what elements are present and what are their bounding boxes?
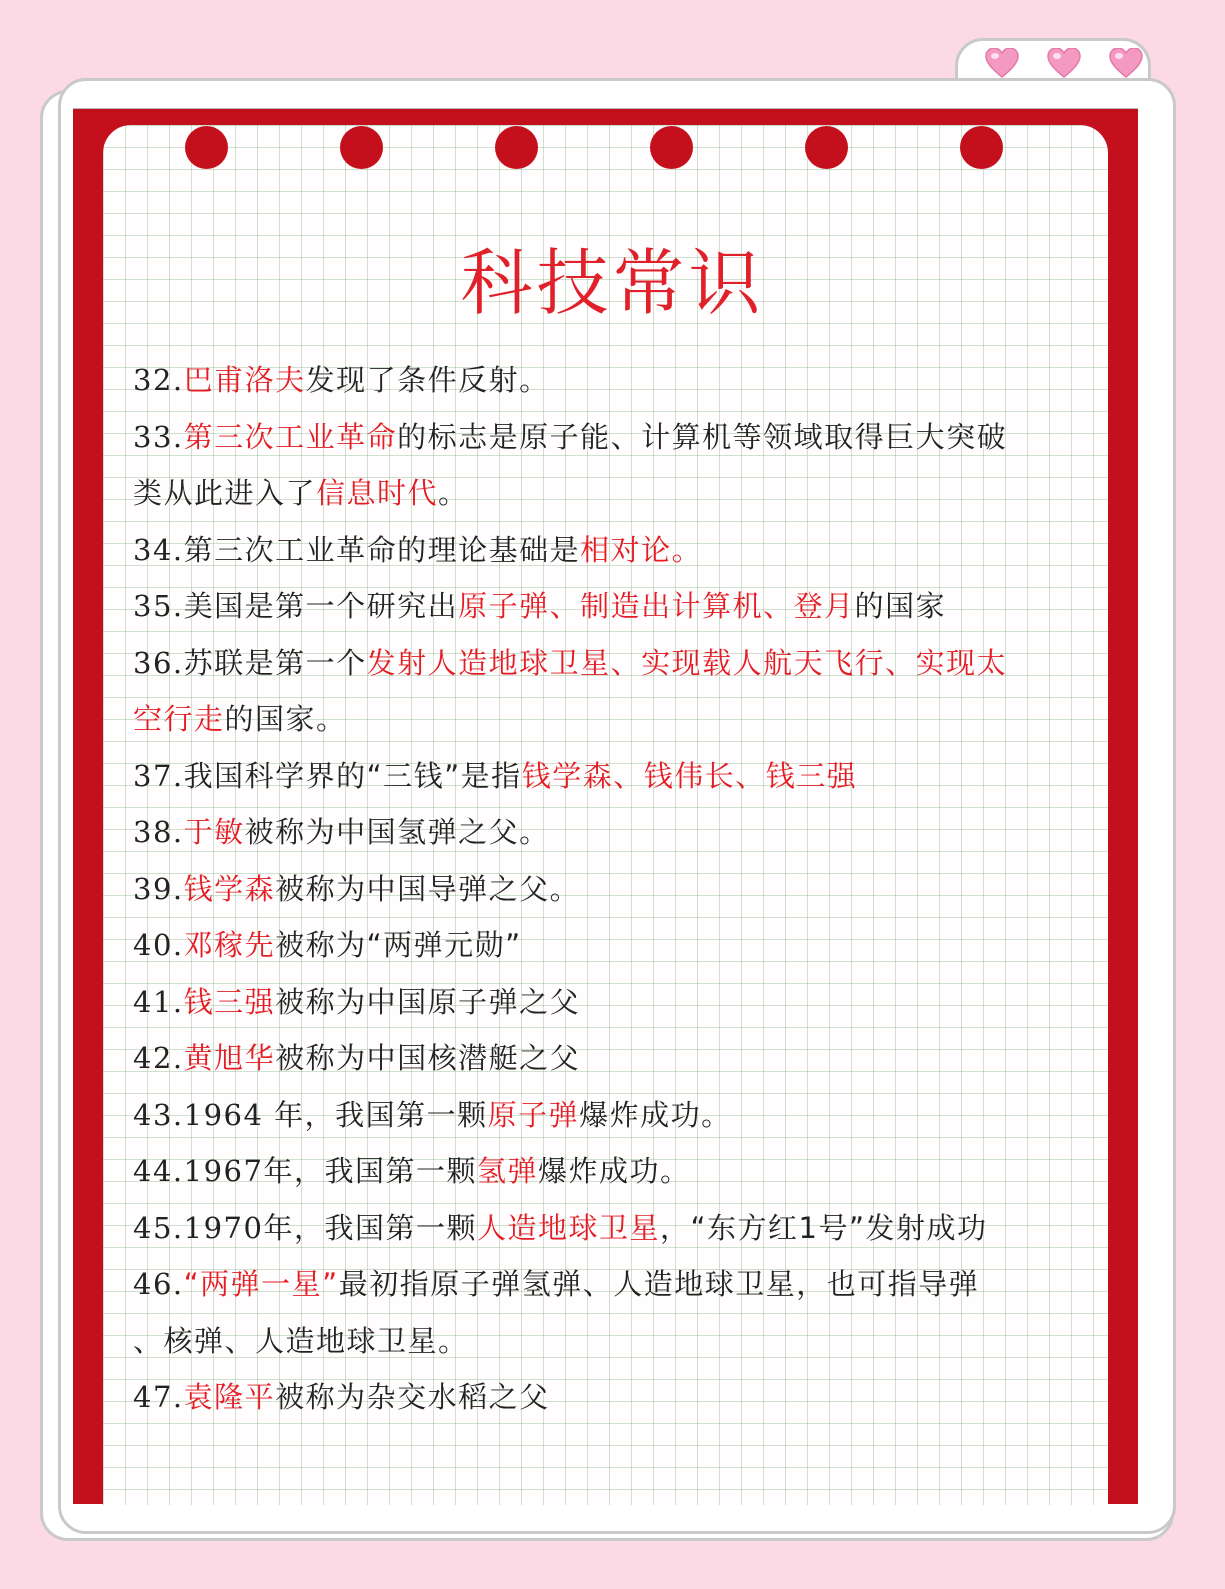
fact-line — [133, 578, 1093, 635]
fact-line — [133, 917, 1093, 974]
fact-number: 38. — [133, 815, 184, 849]
fact-line — [133, 635, 1093, 692]
highlight-text: 钱学森 — [183, 871, 276, 906]
fact-line — [133, 1200, 1093, 1257]
fact-number: 47. — [133, 1380, 184, 1414]
binder-hole — [650, 126, 693, 169]
fact-text: 第三次工业革命的理论基础是 — [183, 532, 581, 567]
fact-text: 被称为中国导弹之父。 — [275, 871, 581, 906]
highlight-text: 邓稼先 — [183, 928, 276, 962]
fact-text: 年，我国第一颗 — [263, 1210, 477, 1245]
fact-text: 、核弹、人造地球卫星。 — [133, 1323, 469, 1358]
fact-number: 43.1964 — [133, 1097, 275, 1132]
fact-text: 年，我国第一颗 — [263, 1154, 477, 1188]
highlight-text: 第三次工业革命 — [183, 419, 398, 454]
page-title: 科技常识 — [460, 241, 765, 325]
frame-top-bar — [73, 96, 1138, 110]
fact-text: ，“东方红1号”发射成功 — [659, 1210, 988, 1245]
fact-text: 我国科学界的“三钱”是指 — [183, 758, 522, 793]
fact-text: 发现了条件反射。 — [305, 363, 550, 397]
fact-number: 36. — [133, 645, 184, 680]
fact-line — [133, 1030, 1093, 1087]
fact-line — [133, 691, 1093, 748]
fact-line — [133, 861, 1093, 918]
fact-line — [133, 409, 1093, 466]
fact-line — [133, 1256, 1093, 1313]
binder-hole — [805, 126, 848, 169]
fact-text: 。 — [438, 476, 469, 510]
hearts-decoration — [985, 48, 1143, 78]
binder-hole — [340, 126, 383, 169]
heart-icon — [1109, 48, 1143, 78]
fact-number: 34. — [133, 532, 184, 567]
highlight-text: 钱学森、钱伟长、钱三强 — [521, 758, 858, 793]
fact-text: 被称为“两弹元勋” — [275, 928, 522, 962]
highlight-text: 黄旭华 — [183, 1041, 276, 1075]
fact-text: 爆炸成功。 — [579, 1097, 732, 1132]
fact-number: 39. — [133, 871, 184, 906]
highlight-text: 发射人造地球卫星、实现载人航天飞行、实现太 — [366, 645, 1008, 680]
fact-line — [133, 1313, 1093, 1370]
fact-text: 被称为中国核潜艇之父 — [275, 1041, 581, 1075]
binder-hole — [495, 126, 538, 169]
highlight-text: 钱三强 — [183, 984, 276, 1019]
fact-text: 被称为杂交水稻之父 — [275, 1380, 550, 1414]
fact-line — [133, 1087, 1093, 1144]
fact-text: 的国家 — [854, 589, 947, 623]
highlight-text: 巴甫洛夫 — [183, 363, 306, 397]
fact-line — [133, 465, 1093, 522]
heart-icon — [1047, 48, 1081, 78]
highlight-text: 袁隆平 — [183, 1380, 276, 1414]
fact-text: 爆炸成功。 — [537, 1154, 691, 1188]
fact-number: 35. — [133, 589, 184, 623]
facts-list — [133, 352, 1093, 1426]
fact-line — [133, 748, 1093, 805]
fact-number: 42. — [133, 1041, 184, 1075]
fact-number: 44.1967 — [133, 1154, 264, 1188]
fact-text: 苏联是第一个 — [183, 645, 367, 680]
fact-text: 被称为中国氢弹之父。 — [244, 815, 550, 849]
highlight-text: 于敏 — [183, 815, 245, 849]
fact-line — [133, 352, 1093, 409]
highlight-text: 相对论。 — [580, 532, 703, 567]
fact-text: 美国是第一个研究出 — [183, 589, 459, 623]
fact-number: 33. — [133, 419, 184, 454]
highlight-text: “两弹一星” — [183, 1267, 339, 1301]
heart-icon — [985, 48, 1019, 78]
binder-holes — [185, 126, 1005, 170]
fact-line — [133, 1143, 1093, 1200]
fact-line — [133, 974, 1093, 1031]
fact-text: 的国家。 — [224, 702, 347, 736]
fact-text: 类从此进入了 — [133, 476, 317, 510]
fact-number: 37. — [133, 758, 184, 793]
fact-number: 32. — [133, 363, 184, 397]
fact-text: 的标志是原子能、计算机等领域取得巨大突破 — [397, 419, 1008, 454]
highlight-text: 空行走 — [133, 702, 225, 736]
fact-line — [133, 1369, 1093, 1426]
highlight-text: 原子弹 — [487, 1097, 580, 1132]
highlight-text: 信息时代 — [316, 476, 439, 510]
fact-line — [133, 522, 1093, 579]
highlight-text: 人造地球卫星 — [476, 1210, 660, 1245]
fact-number: 40. — [133, 928, 184, 962]
fact-number: 46. — [133, 1267, 184, 1301]
highlight-text: 氢弹 — [476, 1154, 538, 1188]
fact-text: 最初指原子弹氢弹、人造地球卫星，也可指导弹 — [338, 1267, 980, 1301]
highlight-text: 原子弹、制造出计算机、登月 — [458, 589, 855, 623]
fact-text: 被称为中国原子弹之父 — [275, 984, 581, 1019]
fact-text: 年，我国第一颗 — [274, 1097, 488, 1132]
fact-number: 45.1970 — [133, 1210, 264, 1245]
binder-hole — [185, 126, 228, 169]
fact-line — [133, 804, 1093, 861]
binder-hole — [960, 126, 1003, 169]
fact-number: 41. — [133, 984, 184, 1019]
